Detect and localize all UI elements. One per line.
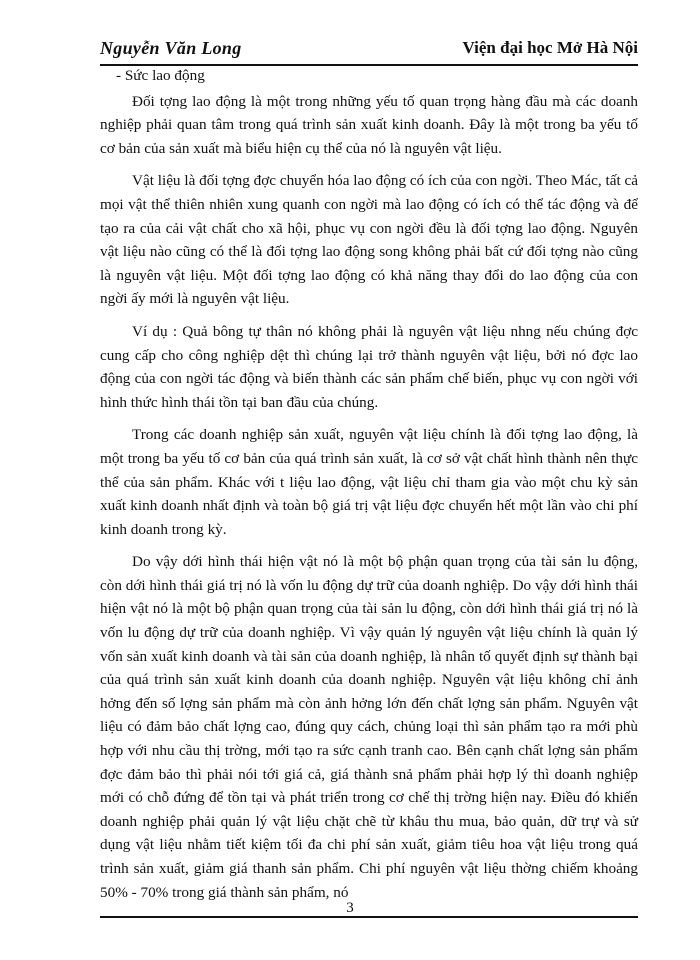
header-author: Nguyễn Văn Long <box>100 38 242 58</box>
paragraph: Trong các doanh nghiệp sản xuất, nguyên vật liệu chính là đối tợng lao động, là một trong ba yếu tố cơ bản của quá trình sản xuất, là cơ sở vật chất hình thành nên thực thể của sản phẩm. Khác với t liệu lao động, vật liệu chỉ tham gia vào một chu kỳ sản xuất kinh doanh nhất định và toàn bộ giá trị vật liệu đợc chuyển hết một lần vào chi phí kinh doanh trong kỳ. <box>100 426 638 538</box>
footer-rule <box>100 916 638 918</box>
paragraph: Đối tợng lao động là một trong những yếu tố quan trọng hàng đầu mà các doanh nghiệp phải quan tâm trong quá trình sản xuất kinh doanh. Đây là một trong ba yếu tố cơ bản của sản xuất mà biểu hiện cụ thể của nó là nguyên vật liệu. <box>100 92 638 157</box>
header-institution: Viện đại học Mở Hà Nội <box>462 38 638 57</box>
section-heading: - Sức lao động <box>116 67 205 84</box>
paragraph: Ví dụ : Quả bông tự thân nó không phải là nguyên vật liệu nhng nếu chúng đợc cung cấp cho công nghiệp dệt thì chúng lại trở thành nguyên vật liệu, bởi nó đợc lao động của con ngời tác động và biến thành các sản phẩm chế biến, phục vụ con ngời với hình thức hình thái tồn tại ban đầu của chúng. <box>100 322 638 411</box>
paragraph: Do vậy dới hình thái hiện vật nó là một bộ phận quan trọng của tài sản lu động, còn dới hình thái giá trị nó là vốn lu động dự trữ của doanh nghiệp. Do vậy dới hình thái hiện vật nó là một bộ phận quan trọng của tài sản lu động, còn dới hình thái giá trị nó là vốn lu động dự trữ của doanh nghiệp. Vì vậy quản lý nguyên vật liệu chính là quản lý vốn sản xuất kinh doanh và tài sản của doanh nghiệp, là nhân tố quyết định sự thành bại của quá trình sản xuất kinh doanh của doanh nghiệp. Nguyên vật liệu không chỉ ảnh hởng đến số lợng sản phẩm mà còn ảnh hởng lớn đến chất lợng sản phẩm. Nguyên vật liệu có đảm bảo chất lợng cao, đúng quy cách, chủng loại thì sản phẩm tạo ra mới phù hợp với nhu cầu thị trờng, mới tạo ra sức cạnh tranh cao. Bên cạnh chất lợng sản phẩm đợc đảm bảo thì phải nói tới giá cả, giá thành snả phẩm phải hợp lý thì doanh nghiệp mới có chỗ đứng để tồn tại và phát triển trong cơ chế thị trờng hiện nay. Điều đó khiến doanh nghiệp phải quản lý vật liệu chặt chẽ từ khâu thu mua, bảo quản, dữ trự và sử dụng vật liệu nhằm tiết kiệm tối đa chi phí sản xuất, giảm tiêu hoa vật liệu trong quá trình sản xuất, giảm giá thanh sản phẩm. Chi phí nguyên vật liệu thờng chiếm khoảng 50% - 70% trong giá thành sản phẩm, nó <box>100 553 638 901</box>
paragraph: Vật liệu là đối tợng đợc chuyển hóa lao động có ích của con ngời. Theo Mác, tất cả mọi vật thể thiên nhiên xung quanh con ngời mà lao động có ích có thể tác động và để tạo ra của cải vật chất cho xã hội, phục vụ con ngời đều là đối tợng lao động. Nguyên vật liệu nào cũng có thể là đối tợng lao động song không phải bất cứ đối tợng nào cũng là nguyên vật liệu. Một đối tợng lao động có khả năng thay đổi do lao động của con ngời ấy mới là nguyên vật liệu. <box>100 172 638 308</box>
page-number: 3 <box>346 900 354 916</box>
page-body <box>100 64 638 913</box>
page-header <box>100 38 638 62</box>
